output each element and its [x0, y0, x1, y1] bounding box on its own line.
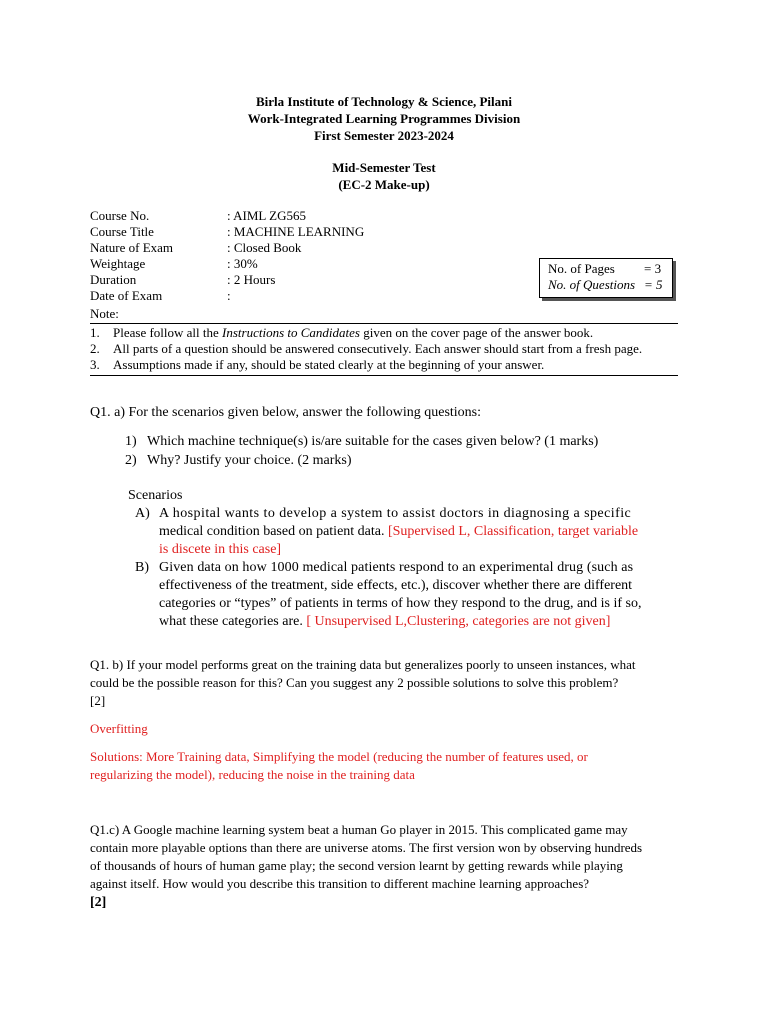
note-bottom-rule — [90, 375, 678, 376]
date-row — [90, 288, 530, 304]
q1c-line: contain more playable options than there are universe atoms. The first version won by observing hundreds — [90, 840, 643, 855]
test-variant: (EC-2 Make-up) — [338, 177, 430, 192]
course-no-label: Course No. — [90, 208, 150, 223]
scenario-a-line — [159, 522, 679, 541]
q1b-marks: [2] — [90, 693, 106, 708]
scenarios-label: Scenarios — [128, 488, 183, 503]
q1a-sub-text: Which machine technique(s) is/are suitable for the cases given below? (1 marks) — [147, 434, 599, 449]
scenario-a-answer: is discete in this case] — [159, 542, 282, 557]
note-text: Assumptions made if any, should be stated clearly at the beginning of your answer. — [113, 357, 545, 372]
duration-value: : 2 Hours — [227, 272, 276, 287]
pages-label: No. of Pages — [548, 261, 615, 276]
course-title-label: Course Title — [90, 224, 154, 239]
nature-row — [90, 240, 530, 256]
scenario-b-text: what these categories are. — [159, 614, 307, 629]
course-title-row — [90, 224, 530, 240]
scenario-a-line: A hospital wants to develop a system to assist doctors in diagnosing a specific — [159, 506, 632, 521]
division-name: Work-Integrated Learning Programmes Division — [247, 111, 521, 126]
q1b-answer-line: Solutions: More Training data, Simplifying the model (reducing the number of features used, or — [90, 749, 588, 764]
q1c-line: against itself. How would you describe this transition to different machine learning approaches? — [90, 876, 590, 891]
test-name: Mid-Semester Test — [332, 160, 436, 175]
scenario-b-line: categories or “types” of patients in terms of how they respond to the drug, and is if so, — [159, 596, 642, 611]
duration-row — [90, 272, 530, 288]
scenario-b-line: effectiveness of the treatment, side effects, etc.), discover whether there are different — [159, 578, 633, 593]
q1b-answer-title: Overfitting — [90, 721, 148, 736]
scenario-a-label: A) — [135, 506, 150, 521]
note-text-part: given on the cover page of the answer book. — [359, 325, 594, 340]
q1b-answer-line: regularizing the model), reducing the noise in the training data — [90, 767, 415, 782]
scenario-b-answer: [ Unsupervised L,Clustering, categories are not given] — [306, 614, 611, 629]
pages-value: = 3 — [644, 261, 662, 276]
course-no-value: : AIML ZG565 — [227, 208, 306, 223]
institute-name: Birla Institute of Technology & Science, Pilani — [255, 94, 513, 109]
q1c-line: Q1.c) A Google machine learning system beat a human Go player in 2015. This complicated game may — [90, 822, 628, 837]
note-number: 1. — [90, 325, 100, 340]
nature-label: Nature of Exam — [90, 240, 174, 255]
q1a-prompt: Q1. a) For the scenarios given below, answer the following questions: — [90, 405, 482, 420]
date-label: Date of Exam — [90, 288, 163, 303]
note-text: All parts of a question should be answered consecutively. Each answer should start from a fresh page. — [113, 341, 643, 356]
note-text — [113, 325, 593, 341]
q1a-sub-text: Why? Justify your choice. (2 marks) — [147, 453, 352, 468]
q1a-sub-number: 1) — [125, 434, 137, 449]
scenario-a-answer: [Supervised L, Classification, target variable — [387, 524, 639, 539]
questions-label: No. of Questions — [548, 277, 636, 292]
scenario-b-label: B) — [135, 560, 149, 575]
course-title-value: : MACHINE LEARNING — [227, 224, 365, 239]
weightage-label: Weightage — [90, 256, 146, 271]
q1c-line: of thousands of hours of human game play; the second version learnt by getting rewards while playing — [90, 858, 623, 873]
date-value: : — [227, 288, 231, 303]
q1b-line: could be the possible reason for this? Can you suggest any 2 possible solutions to solve this problem? — [90, 675, 619, 690]
note-label: Note: — [90, 306, 119, 321]
nature-value: : Closed Book — [227, 240, 302, 255]
note-italic-part: Instructions to Candidates — [222, 325, 360, 340]
weightage-value: : 30% — [227, 256, 258, 271]
q1c-marks: [2] — [90, 895, 107, 910]
note-number: 2. — [90, 341, 100, 356]
scenario-a-text: medical condition based on patient data. — [159, 524, 388, 539]
duration-label: Duration — [90, 272, 137, 287]
course-no-row — [90, 208, 530, 224]
q1a-sub-number: 2) — [125, 453, 137, 468]
scenario-b-line — [159, 612, 610, 631]
pages-box — [539, 258, 673, 298]
scenario-b-line: Given data on how 1000 medical patients respond to an experimental drug (such as — [159, 560, 634, 575]
note-number: 3. — [90, 357, 100, 372]
note-list — [90, 325, 690, 375]
note-text-part: Please follow all the — [113, 325, 223, 340]
note-top-rule — [90, 323, 678, 324]
weightage-row — [90, 256, 530, 272]
semester: First Semester 2023-2024 — [314, 128, 454, 143]
questions-value: = 5 — [644, 277, 663, 292]
q1b-line: Q1. b) If your model performs great on the training data but generalizes poorly to unseen instances, what — [90, 657, 636, 672]
